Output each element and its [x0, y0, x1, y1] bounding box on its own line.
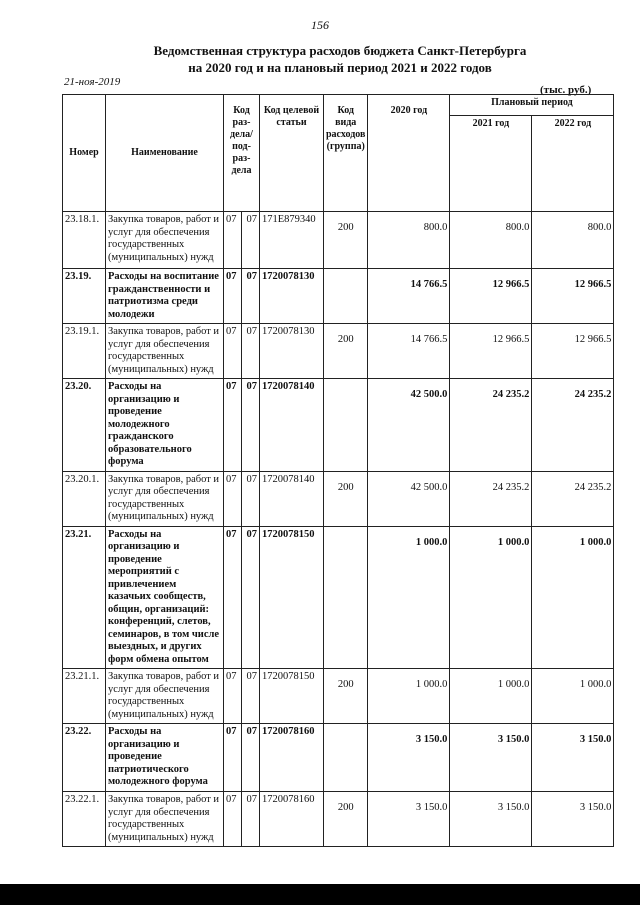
row-section-code: 07 — [224, 526, 242, 669]
header-2020: 2020 год — [368, 95, 450, 212]
row-expense-type — [324, 269, 368, 324]
row-number: 23.20. — [63, 379, 106, 472]
row-target-code: 1720078160 — [260, 792, 324, 847]
row-value-2022: 3 150.0 — [532, 792, 614, 847]
scan-bottom-edge — [0, 884, 640, 905]
row-value-2021: 24 235.2 — [450, 379, 532, 472]
row-name: Расходы на воспитание гражданственности и патриотизма среди молодежи — [106, 269, 224, 324]
row-subsection-code: 07 — [242, 724, 260, 792]
row-value-2020: 14 766.5 — [368, 324, 450, 379]
row-name: Расходы на организацию и проведение патриотического молодежного форума — [106, 724, 224, 792]
row-value-2022: 1 000.0 — [532, 669, 614, 724]
row-number: 23.21. — [63, 526, 106, 669]
row-target-code: 1720078140 — [260, 379, 324, 472]
row-section-code: 07 — [224, 792, 242, 847]
row-target-code: 1720078160 — [260, 724, 324, 792]
table-body — [63, 212, 614, 847]
row-value-2021: 24 235.2 — [450, 471, 532, 526]
header-planned-period: Плановый период — [450, 95, 614, 116]
row-value-2020: 1 000.0 — [368, 526, 450, 669]
table-row — [63, 526, 614, 669]
row-section-code: 07 — [224, 669, 242, 724]
row-value-2022: 24 235.2 — [532, 379, 614, 472]
title-line-2: на 2020 год и на плановый период 2021 и 2022 годов — [188, 60, 492, 75]
page-number: 156 — [311, 18, 329, 32]
row-value-2021: 12 966.5 — [450, 269, 532, 324]
row-expense-type: 200 — [324, 212, 368, 269]
row-subsection-code: 07 — [242, 471, 260, 526]
row-value-2022: 12 966.5 — [532, 324, 614, 379]
row-target-code: 1720078130 — [260, 269, 324, 324]
row-subsection-code: 07 — [242, 526, 260, 669]
units-label: (тыс. руб.) — [540, 84, 592, 96]
row-expense-type — [324, 724, 368, 792]
document-date: 21-ноя-2019 — [64, 76, 121, 88]
table-row — [63, 471, 614, 526]
row-target-code: 1720078130 — [260, 324, 324, 379]
table-row — [63, 724, 614, 792]
row-number: 23.21.1. — [63, 669, 106, 724]
header-row — [63, 95, 614, 116]
row-value-2021: 1 000.0 — [450, 526, 532, 669]
row-number: 23.22.1. — [63, 792, 106, 847]
row-name: Расходы на организацию и проведение мероприятий с привлечением казачьих сообществ, общин, организаций: конференций, слетов, семинаров, в том числе выездных, и других форм обмена опытом — [106, 526, 224, 669]
budget-table — [62, 94, 614, 847]
row-number: 23.18.1. — [63, 212, 106, 269]
header-expense-type: Код вида расходов (группа) — [324, 95, 368, 212]
table-row — [63, 379, 614, 472]
header-2022: 2022 год — [532, 116, 614, 212]
row-target-code: 1720078150 — [260, 669, 324, 724]
table-row — [63, 324, 614, 379]
row-subsection-code: 07 — [242, 212, 260, 269]
row-subsection-code: 07 — [242, 379, 260, 472]
header-target-code: Код целевой статьи — [260, 95, 324, 212]
table-row — [63, 792, 614, 847]
row-subsection-code: 07 — [242, 269, 260, 324]
table-row — [63, 669, 614, 724]
row-subsection-code: 07 — [242, 324, 260, 379]
row-value-2022: 3 150.0 — [532, 724, 614, 792]
row-section-code: 07 — [224, 471, 242, 526]
row-subsection-code: 07 — [242, 669, 260, 724]
row-expense-type: 200 — [324, 471, 368, 526]
header-name: Наименование — [106, 95, 224, 212]
row-section-code: 07 — [224, 269, 242, 324]
row-number: 23.19. — [63, 269, 106, 324]
row-value-2020: 1 000.0 — [368, 669, 450, 724]
document-title — [40, 42, 640, 76]
row-expense-type — [324, 526, 368, 669]
row-target-code: 171E879340 — [260, 212, 324, 269]
header-section-code: Код раз- дела/ под- раз- дела — [224, 95, 260, 212]
row-number: 23.22. — [63, 724, 106, 792]
row-section-code: 07 — [224, 324, 242, 379]
row-name: Закупка товаров, работ и услуг для обеспечения государственных (муниципальных) нужд — [106, 471, 224, 526]
row-name: Расходы на организацию и проведение молодежного гражданского образовательного форума — [106, 379, 224, 472]
row-value-2021: 3 150.0 — [450, 724, 532, 792]
row-name: Закупка товаров, работ и услуг для обеспечения государственных (муниципальных) нужд — [106, 792, 224, 847]
row-number: 23.19.1. — [63, 324, 106, 379]
row-value-2020: 800.0 — [368, 212, 450, 269]
row-value-2022: 12 966.5 — [532, 269, 614, 324]
row-target-code: 1720078140 — [260, 471, 324, 526]
table-row — [63, 269, 614, 324]
row-expense-type — [324, 379, 368, 472]
row-expense-type: 200 — [324, 324, 368, 379]
title-line-1: Ведомственная структура расходов бюджета Санкт-Петербурга — [153, 43, 527, 58]
row-value-2021: 3 150.0 — [450, 792, 532, 847]
row-value-2021: 800.0 — [450, 212, 532, 269]
row-value-2020: 42 500.0 — [368, 471, 450, 526]
row-section-code: 07 — [224, 212, 242, 269]
row-number: 23.20.1. — [63, 471, 106, 526]
row-value-2022: 24 235.2 — [532, 471, 614, 526]
row-name: Закупка товаров, работ и услуг для обеспечения государственных (муниципальных) нужд — [106, 324, 224, 379]
row-section-code: 07 — [224, 724, 242, 792]
row-value-2022: 800.0 — [532, 212, 614, 269]
header-number: Номер — [63, 95, 106, 212]
row-name: Закупка товаров, работ и услуг для обеспечения государственных (муниципальных) нужд — [106, 212, 224, 269]
row-subsection-code: 07 — [242, 792, 260, 847]
row-name: Закупка товаров, работ и услуг для обеспечения государственных (муниципальных) нужд — [106, 669, 224, 724]
header-2021: 2021 год — [450, 116, 532, 212]
row-expense-type: 200 — [324, 669, 368, 724]
row-value-2020: 42 500.0 — [368, 379, 450, 472]
row-value-2020: 14 766.5 — [368, 269, 450, 324]
row-value-2020: 3 150.0 — [368, 792, 450, 847]
row-section-code: 07 — [224, 379, 242, 472]
row-value-2020: 3 150.0 — [368, 724, 450, 792]
row-target-code: 1720078150 — [260, 526, 324, 669]
row-value-2022: 1 000.0 — [532, 526, 614, 669]
row-expense-type: 200 — [324, 792, 368, 847]
row-value-2021: 1 000.0 — [450, 669, 532, 724]
row-value-2021: 12 966.5 — [450, 324, 532, 379]
table-row — [63, 212, 614, 269]
